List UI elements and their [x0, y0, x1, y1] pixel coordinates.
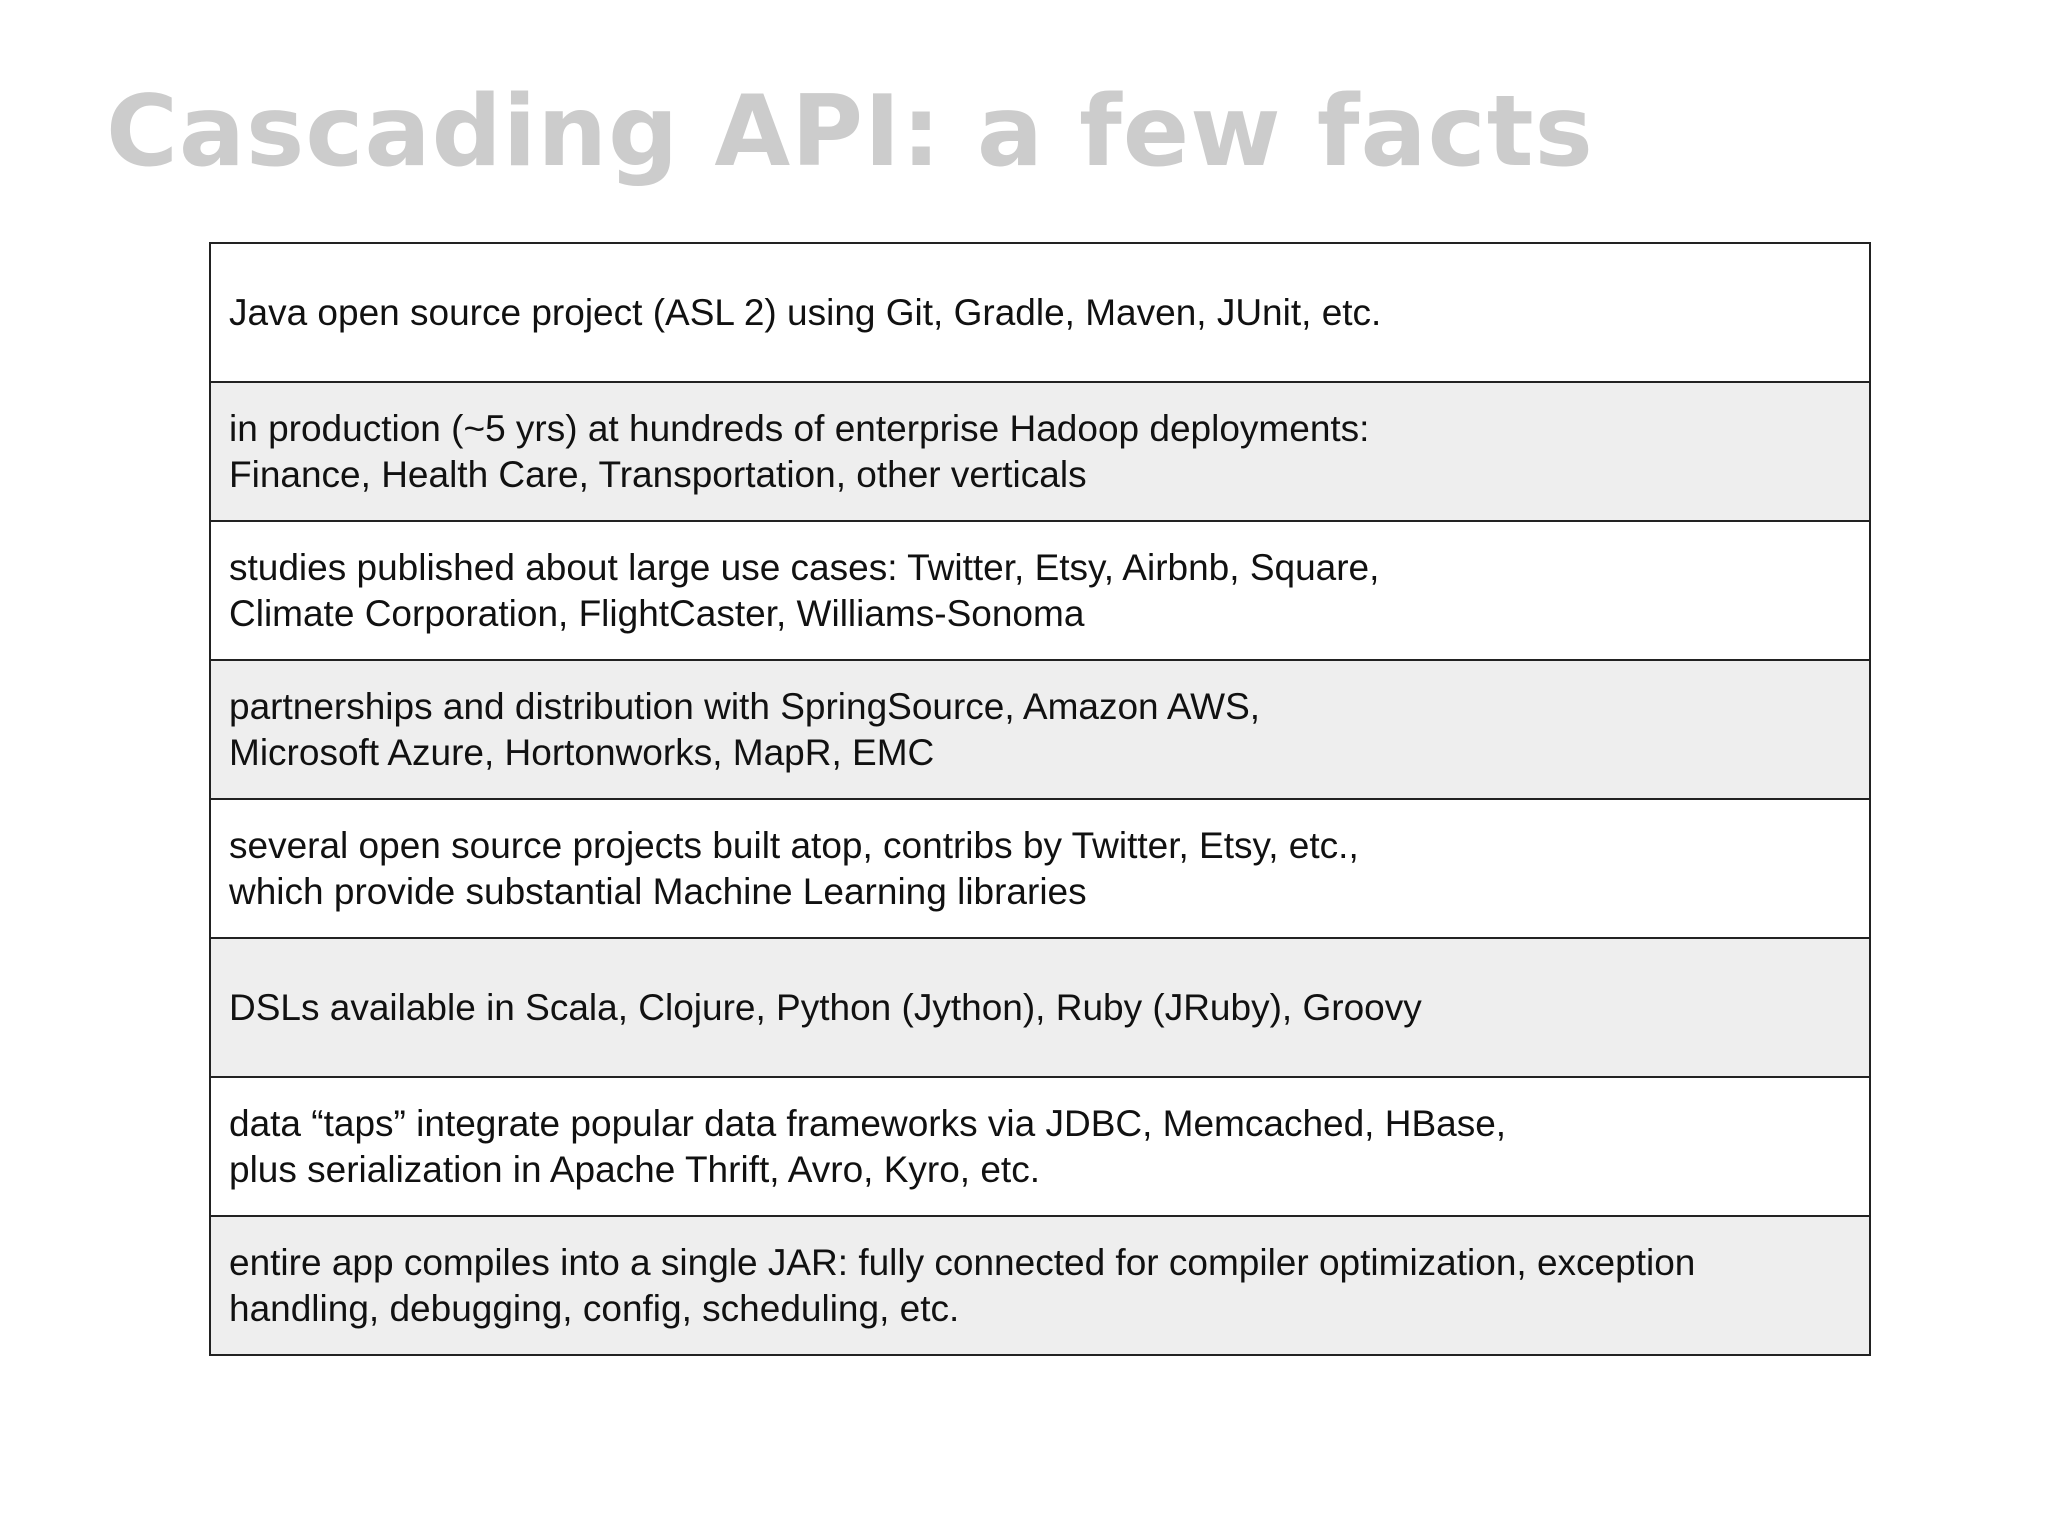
- fact-line: plus serialization in Apache Thrift, Avro, Kyro, etc.: [229, 1148, 1040, 1190]
- fact-line: studies published about large use cases: Twitter, Etsy, Airbnb, Square,: [229, 546, 1380, 588]
- fact-cell: [210, 382, 1870, 521]
- fact-cell: [210, 521, 1870, 660]
- fact-row: [210, 1216, 1870, 1355]
- fact-line: data “taps” integrate popular data frameworks via JDBC, Memcached, HBase,: [229, 1102, 1507, 1144]
- fact-cell: [210, 243, 1870, 382]
- fact-cell: [210, 1216, 1870, 1355]
- fact-line: which provide substantial Machine Learning libraries: [229, 870, 1087, 912]
- fact-row: [210, 243, 1870, 382]
- facts-table: [209, 242, 1871, 1356]
- fact-line: handling, debugging, config, scheduling, etc.: [229, 1287, 960, 1329]
- fact-line: entire app compiles into a single JAR: fully connected for compiler optimization, exception: [229, 1241, 1696, 1283]
- fact-cell: [210, 938, 1870, 1077]
- fact-row: [210, 938, 1870, 1077]
- fact-row: [210, 1077, 1870, 1216]
- fact-cell: [210, 799, 1870, 938]
- fact-row: [210, 660, 1870, 799]
- fact-line: Java open source project (ASL 2) using Git, Gradle, Maven, JUnit, etc.: [229, 291, 1382, 333]
- fact-row: [210, 382, 1870, 521]
- fact-line: partnerships and distribution with SpringSource, Amazon AWS,: [229, 685, 1261, 727]
- fact-cell: [210, 660, 1870, 799]
- fact-line: Climate Corporation, FlightCaster, Williams-Sonoma: [229, 592, 1085, 634]
- fact-row: [210, 799, 1870, 938]
- fact-row: [210, 521, 1870, 660]
- fact-cell: [210, 1077, 1870, 1216]
- fact-line: Microsoft Azure, Hortonworks, MapR, EMC: [229, 731, 935, 773]
- fact-line: DSLs available in Scala, Clojure, Python (Jython), Ruby (JRuby), Groovy: [229, 986, 1422, 1028]
- fact-line: in production (~5 yrs) at hundreds of enterprise Hadoop deployments:: [229, 407, 1370, 449]
- slide-title: Cascading API: a few facts: [106, 75, 1594, 189]
- fact-line: several open source projects built atop, contribs by Twitter, Etsy, etc.,: [229, 824, 1359, 866]
- fact-line: Finance, Health Care, Transportation, other verticals: [229, 453, 1087, 495]
